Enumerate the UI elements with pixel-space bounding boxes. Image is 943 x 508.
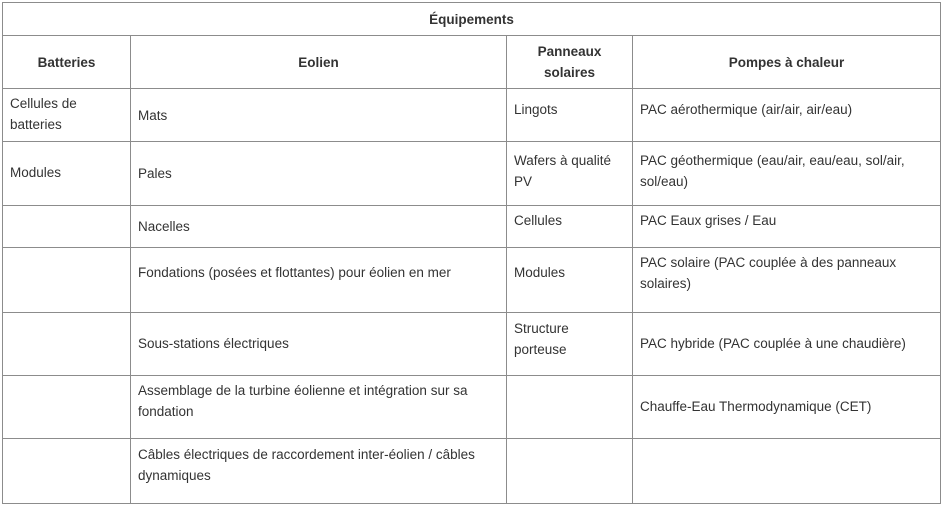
table-row (3, 312, 941, 375)
header-pompes-a-chaleur: Pompes à chaleur (633, 36, 941, 89)
table-cell: Cellules de batteries (3, 89, 131, 142)
table-cell: Lingots (507, 89, 633, 142)
table-cell: Fondations (posées et flottantes) pour éolien en mer (131, 248, 507, 312)
table-row (3, 375, 941, 438)
table-row (3, 89, 941, 142)
table-cell: Sous-stations électriques (131, 312, 507, 375)
table-cell (633, 438, 941, 503)
table-cell: Cellules (507, 206, 633, 248)
table-cell: Wafers à qualité PV (507, 142, 633, 206)
table-cell: Nacelles (131, 206, 507, 248)
table-cell (3, 248, 131, 312)
table-cell: Mats (131, 89, 507, 142)
table-cell (3, 438, 131, 503)
table-cell (3, 375, 131, 438)
table-header-row (3, 36, 941, 89)
table-cell (507, 375, 633, 438)
header-batteries: Batteries (3, 36, 131, 89)
table-cell: Structure porteuse (507, 312, 633, 375)
header-eolien: Eolien (131, 36, 507, 89)
table-row (3, 142, 941, 206)
table-row (3, 248, 941, 312)
table-row (3, 438, 941, 503)
table-cell: PAC géothermique (eau/air, eau/eau, sol/air, sol/eau) (633, 142, 941, 206)
table-cell (3, 312, 131, 375)
table-cell: Assemblage de la turbine éolienne et intégration sur sa fondation (131, 375, 507, 438)
table-cell: Modules (507, 248, 633, 312)
equipment-table (2, 2, 941, 504)
table-cell (3, 206, 131, 248)
table-cell: PAC aérothermique (air/air, air/eau) (633, 89, 941, 142)
table-cell: PAC solaire (PAC couplée à des panneaux solaires) (633, 248, 941, 312)
table-cell: Câbles électriques de raccordement inter-éolien / câbles dynamiques (131, 438, 507, 503)
table-cell: Modules (3, 142, 131, 206)
table-cell: PAC Eaux grises / Eau (633, 206, 941, 248)
table-title: Équipements (3, 3, 941, 36)
header-panneaux-solaires: Panneaux solaires (507, 36, 633, 89)
table-cell: PAC hybride (PAC couplée à une chaudière) (633, 312, 941, 375)
table-cell (507, 438, 633, 503)
table-cell: Chauffe-Eau Thermodynamique (CET) (633, 375, 941, 438)
table-cell: Pales (131, 142, 507, 206)
table-row (3, 206, 941, 248)
table-title-row (3, 3, 941, 36)
